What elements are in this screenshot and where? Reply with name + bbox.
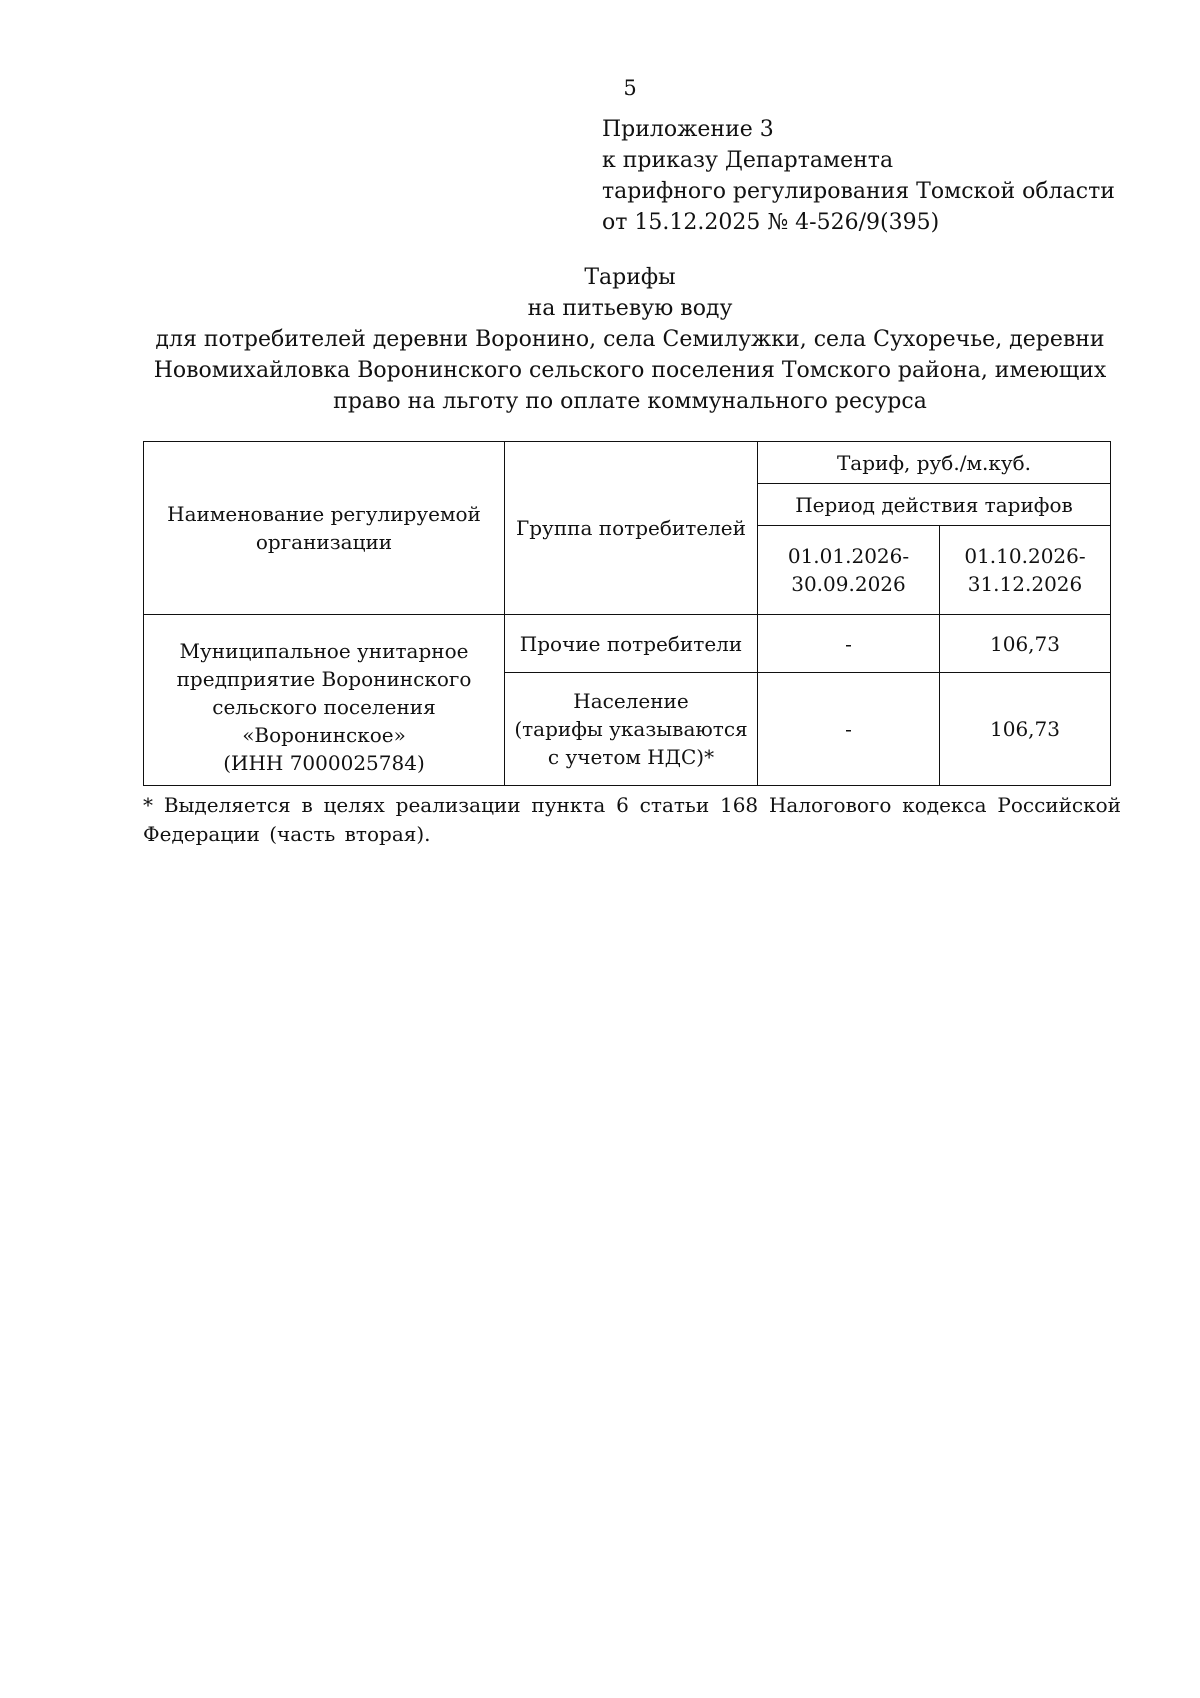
title-line: на питьевую воду — [527, 296, 733, 321]
page-number: 5 — [623, 76, 637, 100]
document-title — [140, 262, 1120, 417]
header-text: 01.10.2026- — [964, 544, 1086, 568]
header-group — [505, 442, 758, 615]
tariff-cell-period-2: 106,73 — [940, 673, 1111, 786]
header-text: Период действия тарифов — [795, 492, 1073, 517]
tariff-cell-period-1: - — [758, 673, 940, 786]
appendix-line: к приказу Департамента — [602, 148, 894, 173]
title-line: Новомихайловка Воронинского сельского поселения Томского района, имеющих — [153, 358, 1107, 383]
appendix-line: от 15.12.2025 № 4-526/9(395) — [602, 210, 940, 235]
table-row — [144, 615, 1111, 673]
group-cell — [505, 615, 758, 673]
group-text: Прочие потребители — [519, 631, 743, 656]
title-line: право на льготу по оплате коммунального ресурса — [333, 389, 927, 414]
title-line: Тарифы — [584, 265, 676, 290]
header-tariff — [758, 442, 1111, 484]
organization-text: сельского поселения — [212, 695, 436, 719]
group-text: (тарифы указываются — [514, 717, 748, 741]
organization-cell — [144, 615, 505, 786]
header-period — [758, 484, 1111, 526]
appendix-header — [602, 114, 1115, 238]
tariff-cell-period-1: - — [758, 615, 940, 673]
tariff-cell-period-2: 106,73 — [940, 615, 1111, 673]
header-period-2 — [940, 526, 1111, 615]
header-text: 01.01.2026- — [787, 544, 910, 568]
group-text: Население — [573, 689, 689, 713]
header-text: 31.12.2026 — [967, 572, 1083, 596]
header-text: организации — [255, 530, 393, 554]
header-text: 30.09.2026 — [791, 572, 906, 596]
table-header-row — [144, 442, 1111, 484]
header-period-1 — [758, 526, 940, 615]
header-text: Группа потребителей — [516, 516, 746, 540]
appendix-line: Приложение 3 — [602, 117, 774, 142]
title-line: для потребителей деревни Воронино, села Семилужки, села Сухоречье, деревни — [155, 327, 1105, 352]
header-organization — [144, 442, 505, 615]
header-text: Наименование регулируемой — [167, 502, 481, 526]
footnote: * Выделяется в целях реализации пункта 6 статьи 168 Налогового кодекса Российской Федерации (часть вторая). — [143, 793, 1121, 846]
tariff-table — [143, 441, 1111, 786]
group-cell — [505, 673, 758, 786]
header-text: Тариф, руб./м.куб. — [836, 450, 1032, 475]
organization-text: предприятие Воронинского — [176, 667, 472, 691]
organization-text: (ИНН 7000025784) — [223, 751, 425, 775]
organization-text: «Воронинское» — [242, 723, 406, 747]
group-text: с учетом НДС)* — [547, 745, 715, 769]
organization-text: Муниципальное унитарное — [179, 639, 469, 663]
appendix-line: тарифного регулирования Томской области — [602, 179, 1115, 204]
